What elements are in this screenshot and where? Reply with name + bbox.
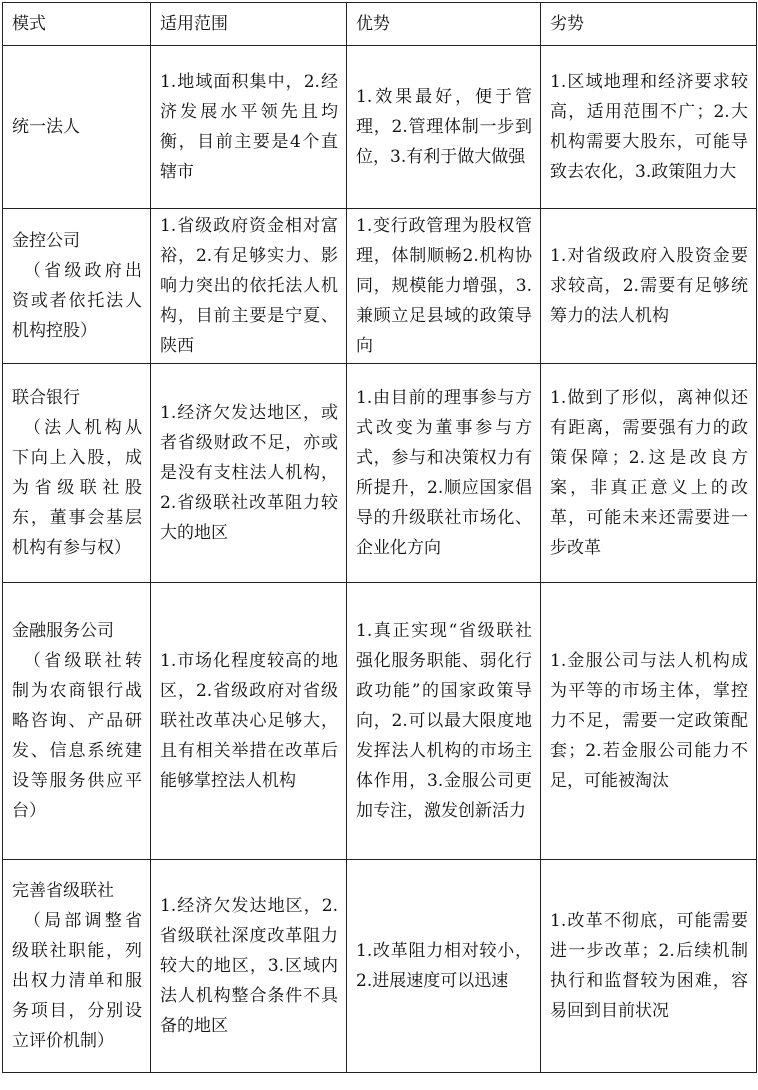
header-scope: 适用范围 xyxy=(151,3,347,46)
mode-cell xyxy=(3,583,151,860)
advantage-cell: 1.真正实现“省级联社强化服务职能、弱化行政功能”的国家政策导向，2.可以最大限度地发挥法人机构的市场主体作用，3.金服公司更加专注，激发创新活力 xyxy=(347,583,541,860)
disadvantage-cell: 1.金服公司与法人机构成为平等的市场主体，掌控力不足，需要一定政策配套；2.若金服公司能力不足，可能被淘汰 xyxy=(541,583,757,860)
scope-cell: 1.地域面积集中，2.经济发展水平领先且均衡，目前主要是4个直辖市 xyxy=(151,46,347,209)
scope-cell: 1.经济欠发达地区，或者省级财政不足，亦或是没有支柱法人机构，2.省级联社改革阻力较大的地区 xyxy=(151,364,347,583)
mode-note: （省级政府出资或者依托法人机构控股） xyxy=(12,261,142,341)
mode-cell xyxy=(3,209,151,364)
mode-cell xyxy=(3,860,151,1073)
reform-modes-table xyxy=(2,2,757,1073)
header-advantage: 优势 xyxy=(347,3,541,46)
mode-note: （省级联社转制为农商银行战略咨询、产品研发、信息系统建设等服务供应平台） xyxy=(12,651,142,821)
mode-name: 统一法人 xyxy=(12,117,80,137)
mode-name: 金融服务公司 xyxy=(12,621,114,641)
mode-cell xyxy=(3,46,151,209)
scope-cell: 1.市场化程度较高的地区，2.省级政府对省级联社改革决心足够大，且有相关举措在改革后能够掌控法人机构 xyxy=(151,583,347,860)
header-mode: 模式 xyxy=(3,3,151,46)
mode-name: 完善省级联社 xyxy=(12,881,114,901)
table-row xyxy=(3,860,757,1073)
disadvantage-cell: 1.改革不彻底，可能需要进一步改革；2.后续机制执行和监督较为困难，容易回到目前状况 xyxy=(541,860,757,1073)
scope-cell: 1.省级政府资金相对富裕，2.有足够实力、影响力突出的依托法人机构，目前主要是宁夏、陕西 xyxy=(151,209,347,364)
mode-cell xyxy=(3,364,151,583)
scope-cell: 1.经济欠发达地区，2.省级联社深度改革阻力较大的地区，3.区域内法人机构整合条件不具备的地区 xyxy=(151,860,347,1073)
table-row xyxy=(3,583,757,860)
disadvantage-cell: 1.对省级政府入股资金要求较高，2.需要有足够统筹力的法人机构 xyxy=(541,209,757,364)
disadvantage-cell: 1.做到了形似，离神似还有距离，需要强有力的政策保障；2.这是改良方案，非真正意义上的改革，可能未来还需要进一步改革 xyxy=(541,364,757,583)
table-header-row xyxy=(3,3,757,46)
mode-note: （法人机构从下向上入股，成为省级联社股东，董事会基层机构有参与权） xyxy=(12,418,142,558)
mode-name: 联合银行 xyxy=(12,388,80,408)
table-row xyxy=(3,364,757,583)
advantage-cell: 1.由目前的理事参与方式改变为董事参与方式，参与和决策权力有所提升，2.顺应国家倡导的升级联社市场化、企业化方向 xyxy=(347,364,541,583)
mode-name: 金控公司 xyxy=(12,231,80,251)
mode-note: （局部调整省级联社职能，列出权力清单和服务项目，分别设立评价机制） xyxy=(12,911,142,1051)
header-disadvantage: 劣势 xyxy=(541,3,757,46)
disadvantage-cell: 1.区域地理和经济要求较高，适用范围不广；2.大机构需要大股东，可能导致去农化，3.政策阻力大 xyxy=(541,46,757,209)
advantage-cell: 1.变行政管理为股权管理，体制顺畅2.机构协同，规模能力增强，3.兼顾立足县域的政策导向 xyxy=(347,209,541,364)
table-row xyxy=(3,46,757,209)
advantage-cell: 1.改革阻力相对较小，2.进展速度可以迅速 xyxy=(347,860,541,1073)
table-row xyxy=(3,209,757,364)
advantage-cell: 1.效果最好，便于管理，2.管理体制一步到位，3.有利于做大做强 xyxy=(347,46,541,209)
